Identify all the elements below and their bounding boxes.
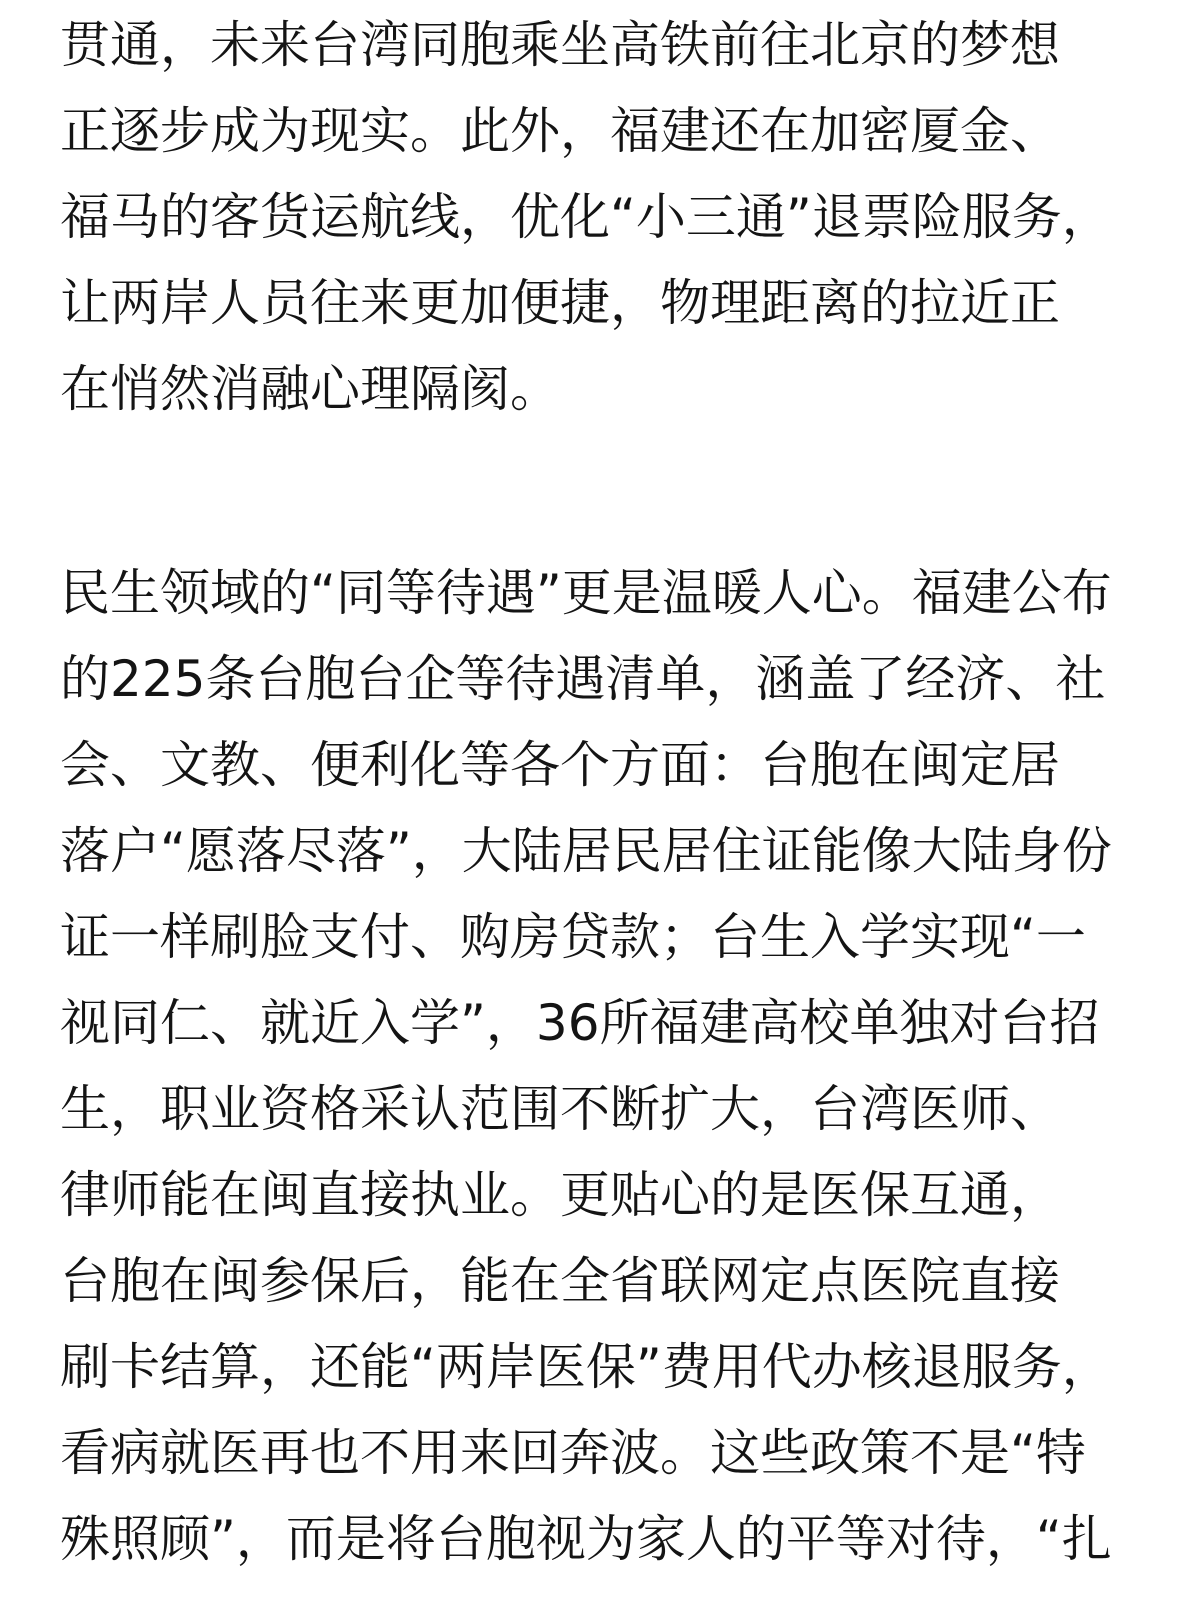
paragraph-2-line-6: 视同仁、就近入学”，36所福建高校单独对台招 xyxy=(60,994,1100,1052)
paragraph-2-line-7: 生，职业资格采认范围不断扩大，台湾医师、 xyxy=(60,1080,1060,1138)
paragraph-2-line-3: 会、文教、便利化等各个方面：台胞在闽定居 xyxy=(60,736,1060,794)
paragraph-2-line-2: 的225条台胞台企等待遇清单，涵盖了经济、社 xyxy=(60,650,1106,708)
paragraph-1-line-2: 正逐步成为现实。此外，福建还在加密厦金、 xyxy=(60,102,1060,160)
paragraph-1-line-4: 让两岸人员往来更加便捷，物理距离的拉近正 xyxy=(60,274,1060,332)
paragraph-2-line-9: 台胞在闽参保后，能在全省联网定点医院直接 xyxy=(60,1252,1060,1310)
paragraph-1-line-3: 福马的客货运航线，优化“小三通”退票险服务， xyxy=(60,188,1112,246)
paragraph-2-line-10: 刷卡结算，还能“两岸医保”费用代办核退服务， xyxy=(60,1338,1112,1396)
paragraph-1-line-5: 在悄然消融心理隔阂。 xyxy=(60,360,560,418)
paragraph-2-line-5: 证一样刷脸支付、购房贷款；台生入学实现“一 xyxy=(60,908,1086,966)
paragraph-2-line-12: 殊照顾”，而是将台胞视为家人的平等对待，“扎 xyxy=(60,1510,1112,1568)
paragraph-2-line-4: 落户“愿落尽落”，大陆居民居住证能像大陆身份 xyxy=(60,822,1112,880)
paragraph-2-line-11: 看病就医再也不用来回奔波。这些政策不是“特 xyxy=(60,1424,1086,1482)
paragraph-2-line-8: 律师能在闽直接执业。更贴心的是医保互通， xyxy=(60,1166,1060,1224)
paragraph-2-line-1: 民生领域的“同等待遇”更是温暖人心。福建公布 xyxy=(60,564,1112,622)
paragraph-1-line-1: 贯通，未来台湾同胞乘坐高铁前往北京的梦想 xyxy=(60,16,1060,74)
